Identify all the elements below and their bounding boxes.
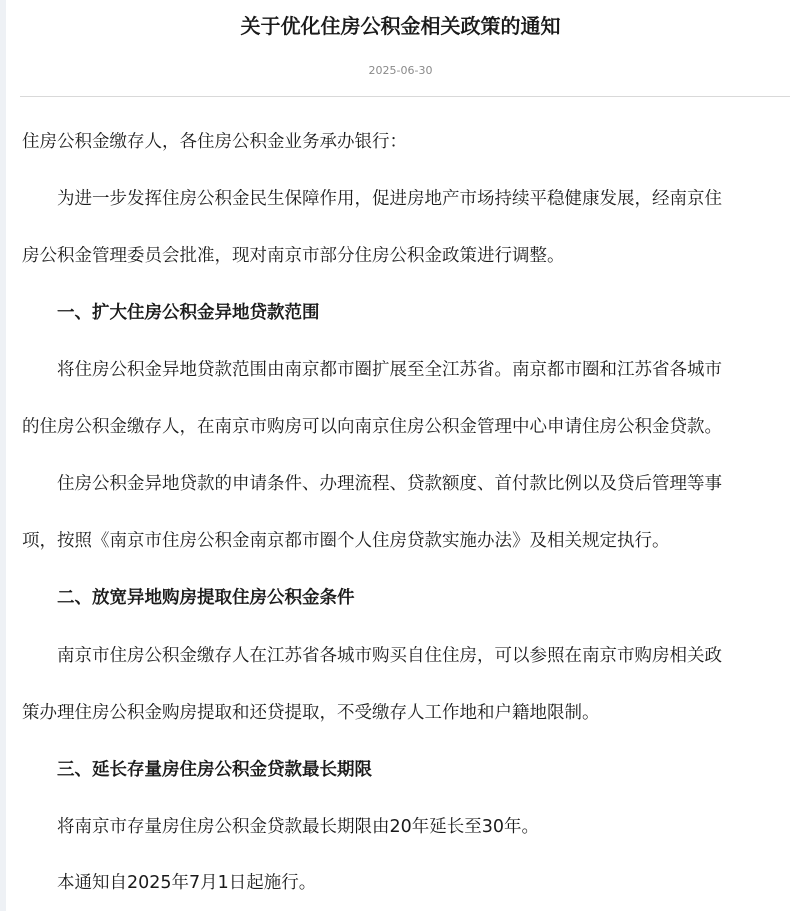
section-2-heading: 二、放宽异地购房提取住房公积金条件 <box>57 588 355 608</box>
section-1-para-1-line-2: 的住房公积金缴存人，在南京市购房可以向南京住房公积金管理中心申请住房公积金贷款。 <box>22 417 722 437</box>
section-3-para-1: 将南京市存量房住房公积金贷款最长期限由20年延长至30年。 <box>57 817 540 837</box>
page-edge <box>0 0 6 911</box>
section-3-heading: 三、延长存量房住房公积金贷款最长期限 <box>57 760 372 780</box>
publish-date: 2025-06-30 <box>368 64 433 77</box>
section-1-para-2-line-2: 项，按照《南京市住房公积金南京都市圈个人住房贷款实施办法》及相关规定执行。 <box>22 531 670 551</box>
intro-line-1: 为进一步发挥住房公积金民生保障作用，促进房地产市场持续平稳健康发展，经南京住 <box>57 189 722 209</box>
section-2-para-1-line-2: 策办理住房公积金购房提取和还贷提取，不受缴存人工作地和户籍地限制。 <box>22 703 600 723</box>
notice-title: 关于优化住房公积金相关政策的通知 <box>240 14 561 38</box>
section-1-heading: 一、扩大住房公积金异地贷款范围 <box>57 303 320 323</box>
salutation: 住房公积金缴存人，各住房公积金业务承办银行： <box>22 132 407 152</box>
section-1-para-2-line-1: 住房公积金异地贷款的申请条件、办理流程、贷款额度、首付款比例以及贷后管理等事 <box>57 474 722 494</box>
closing-line: 本通知自2025年7月1日起施行。 <box>57 873 317 893</box>
intro-line-2: 房公积金管理委员会批准，现对南京市部分住房公积金政策进行调整。 <box>22 246 565 266</box>
section-1-para-1-line-1: 将住房公积金异地贷款范围由南京都市圈扩展至全江苏省。南京都市圈和江苏省各城市 <box>57 360 722 380</box>
section-2-para-1-line-1: 南京市住房公积金缴存人在江苏省各城市购买自住住房，可以参照在南京市购房相关政 <box>57 646 722 666</box>
title-divider <box>20 96 790 97</box>
